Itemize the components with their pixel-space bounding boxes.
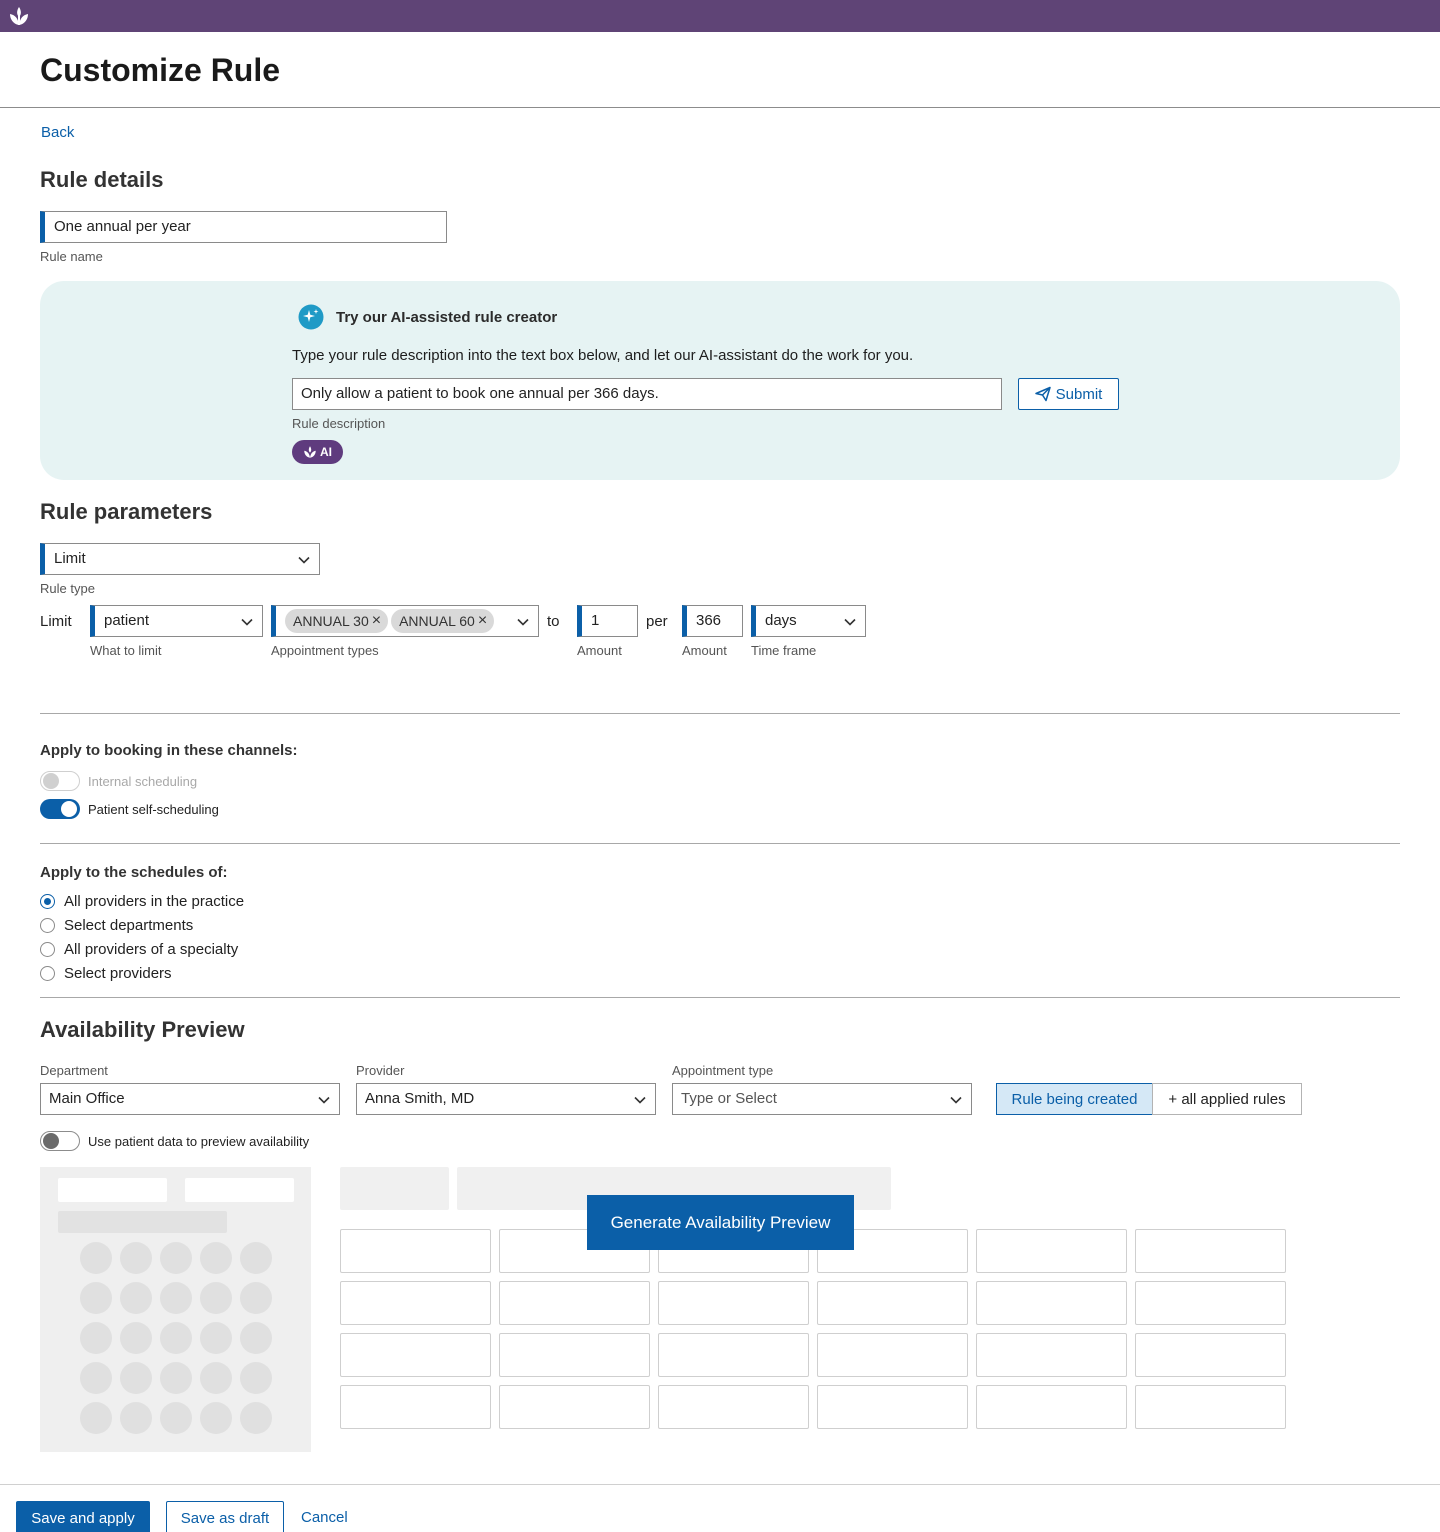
rule-description-input[interactable]: Only allow a patient to book one annual per 366 days. xyxy=(292,378,1002,410)
rule-type-label: Rule type xyxy=(40,581,95,596)
page-title: Customize Rule xyxy=(40,52,281,88)
ai-badge-label: AI xyxy=(320,445,332,459)
appointment-type-label: Appointment type xyxy=(672,1063,774,1078)
title-divider xyxy=(0,107,1440,108)
skeleton-day xyxy=(120,1282,152,1314)
radio-select-departments[interactable] xyxy=(40,917,193,934)
skeleton-slot xyxy=(1135,1281,1286,1325)
rule-name-input[interactable]: One annual per year xyxy=(40,211,447,243)
what-to-limit-select[interactable] xyxy=(90,605,263,637)
appointment-type-chip xyxy=(285,609,388,633)
chevron-down-icon xyxy=(240,615,254,629)
leaf-logo-icon xyxy=(303,445,317,459)
skeleton-slot xyxy=(817,1281,968,1325)
schedules-heading: Apply to the schedules of: xyxy=(40,864,228,881)
rule-name-label: Rule name xyxy=(40,249,103,264)
appointment-type-chip xyxy=(391,609,494,633)
department-select[interactable] xyxy=(40,1083,340,1115)
skeleton-day xyxy=(240,1322,272,1354)
skeleton-slot xyxy=(976,1229,1127,1273)
submit-label: Submit xyxy=(1055,385,1103,403)
save-as-draft-button[interactable]: Save as draft xyxy=(166,1501,284,1532)
availability-preview-heading: Availability Preview xyxy=(40,1017,245,1042)
ai-assistant-description: Type your rule description into the text box below, and let our AI-assistant do the work for you. xyxy=(292,347,914,364)
send-icon xyxy=(1035,386,1051,402)
appointment-type-placeholder: Type or Select xyxy=(681,1090,777,1107)
radio-specialty[interactable] xyxy=(40,941,238,958)
skeleton-day xyxy=(200,1362,232,1394)
skeleton-slot xyxy=(976,1385,1127,1429)
radio-label: Select providers xyxy=(64,965,172,982)
skeleton-day xyxy=(160,1242,192,1274)
radio-label: Select departments xyxy=(64,917,194,934)
radio-label: All providers in the practice xyxy=(64,893,245,910)
period-amount-label: Amount xyxy=(682,643,727,658)
provider-value: Anna Smith, MD xyxy=(365,1090,475,1107)
radio-button[interactable] xyxy=(40,966,55,981)
skeleton-slot xyxy=(1135,1385,1286,1429)
amount-input[interactable]: 1 xyxy=(577,605,638,637)
skeleton-slot xyxy=(340,1229,491,1273)
skeleton-slot xyxy=(817,1333,968,1377)
skeleton-block xyxy=(340,1167,449,1210)
skeleton-block xyxy=(185,1178,294,1202)
skeleton-slot xyxy=(340,1333,491,1377)
patient-data-toggle[interactable] xyxy=(40,1131,80,1151)
chevron-down-icon xyxy=(516,615,530,629)
sparkle-icon xyxy=(298,304,324,330)
internal-scheduling-label: Internal scheduling xyxy=(88,774,198,789)
skeleton-day xyxy=(120,1322,152,1354)
skeleton-day xyxy=(160,1402,192,1434)
provider-select[interactable] xyxy=(356,1083,656,1115)
ai-assistant-title: Try our AI-assisted rule creator xyxy=(336,309,558,326)
calendar-placeholder xyxy=(40,1167,311,1452)
skeleton-day xyxy=(80,1282,112,1314)
toggle-knob xyxy=(43,773,59,789)
time-frame-label: Time frame xyxy=(751,643,817,658)
toggle-knob xyxy=(61,801,77,817)
top-bar xyxy=(0,0,1440,32)
skeleton-day xyxy=(160,1322,192,1354)
leaf-logo-icon[interactable] xyxy=(8,5,30,27)
time-frame-select[interactable] xyxy=(751,605,866,637)
to-word: to xyxy=(547,613,560,630)
skeleton-slot xyxy=(658,1281,809,1325)
chip-label: ANNUAL 60 xyxy=(399,613,475,630)
skeleton-slot xyxy=(499,1333,650,1377)
chevron-down-icon xyxy=(949,1093,963,1107)
back-link[interactable]: Back xyxy=(41,124,75,141)
patient-self-scheduling-label: Patient self-scheduling xyxy=(88,802,219,817)
what-to-limit-label: What to limit xyxy=(90,643,162,658)
rule-type-select[interactable] xyxy=(40,543,320,575)
skeleton-day xyxy=(80,1402,112,1434)
rule-details-heading: Rule details xyxy=(40,167,164,192)
patient-self-scheduling-toggle[interactable] xyxy=(40,799,80,819)
all-applied-rules-toggle[interactable]: + all applied rules xyxy=(1152,1083,1302,1115)
skeleton-day xyxy=(120,1402,152,1434)
skeleton-slot xyxy=(499,1281,650,1325)
skeleton-slot xyxy=(499,1385,650,1429)
skeleton-slot xyxy=(658,1385,809,1429)
ai-badge xyxy=(292,440,343,464)
radio-button[interactable] xyxy=(40,894,55,909)
limit-word: Limit xyxy=(40,613,72,630)
section-divider xyxy=(40,997,1400,998)
skeleton-slot xyxy=(340,1281,491,1325)
skeleton-block xyxy=(58,1211,227,1233)
submit-button[interactable] xyxy=(1018,378,1119,410)
skeleton-day xyxy=(240,1242,272,1274)
skeleton-day xyxy=(120,1242,152,1274)
footer-divider xyxy=(0,1484,1440,1485)
department-label: Department xyxy=(40,1063,108,1078)
skeleton-day xyxy=(240,1282,272,1314)
cancel-link[interactable]: Cancel xyxy=(301,1509,348,1526)
rule-type-value: Limit xyxy=(54,550,86,567)
radio-all-providers[interactable] xyxy=(40,893,244,910)
chevron-down-icon xyxy=(843,615,857,629)
per-word: per xyxy=(646,613,668,630)
skeleton-slot xyxy=(1135,1333,1286,1377)
skeleton-slot xyxy=(1135,1229,1286,1273)
rule-parameters-heading: Rule parameters xyxy=(40,499,213,524)
skeleton-slot xyxy=(817,1385,968,1429)
period-amount-input[interactable]: 366 xyxy=(682,605,743,637)
chip-label: ANNUAL 30 xyxy=(293,613,369,630)
what-to-limit-value: patient xyxy=(104,612,150,629)
radio-button[interactable] xyxy=(40,918,55,933)
chevron-down-icon xyxy=(633,1093,647,1107)
close-icon[interactable]: × xyxy=(477,612,488,630)
appointment-types-label: Appointment types xyxy=(271,643,379,658)
close-icon[interactable]: × xyxy=(371,612,382,630)
channels-heading: Apply to booking in these channels: xyxy=(40,742,298,759)
radio-select-providers[interactable] xyxy=(40,965,172,982)
section-divider xyxy=(40,843,1400,844)
rule-description-label: Rule description xyxy=(292,416,386,431)
skeleton-day xyxy=(120,1362,152,1394)
patient-data-toggle-label: Use patient data to preview availability xyxy=(88,1134,310,1149)
skeleton-block xyxy=(58,1178,167,1202)
skeleton-slot xyxy=(976,1281,1127,1325)
appointment-types-multiselect[interactable] xyxy=(271,605,539,637)
save-and-apply-button[interactable]: Save and apply xyxy=(16,1501,150,1532)
skeleton-day xyxy=(200,1242,232,1274)
time-frame-value: days xyxy=(765,612,797,629)
skeleton-slot xyxy=(340,1385,491,1429)
chevron-down-icon xyxy=(297,553,311,567)
skeleton-day xyxy=(160,1362,192,1394)
skeleton-slot xyxy=(658,1333,809,1377)
internal-scheduling-toggle[interactable] xyxy=(40,771,80,791)
department-value: Main Office xyxy=(49,1090,125,1107)
skeleton-day xyxy=(80,1362,112,1394)
rule-being-created-toggle[interactable]: Rule being created xyxy=(996,1083,1153,1115)
skeleton-day xyxy=(80,1322,112,1354)
section-divider xyxy=(40,713,1400,714)
radio-label: All providers of a specialty xyxy=(64,941,239,958)
generate-availability-preview-button[interactable]: Generate Availability Preview xyxy=(587,1195,854,1250)
skeleton-day xyxy=(240,1402,272,1434)
chevron-down-icon xyxy=(317,1093,331,1107)
skeleton-day xyxy=(80,1242,112,1274)
skeleton-day xyxy=(160,1282,192,1314)
provider-label: Provider xyxy=(356,1063,405,1078)
skeleton-slot xyxy=(976,1333,1127,1377)
skeleton-day xyxy=(200,1322,232,1354)
radio-button[interactable] xyxy=(40,942,55,957)
amount-label: Amount xyxy=(577,643,622,658)
skeleton-day xyxy=(200,1402,232,1434)
appointment-type-select[interactable] xyxy=(672,1083,972,1115)
skeleton-day xyxy=(240,1362,272,1394)
toggle-knob xyxy=(43,1133,59,1149)
skeleton-day xyxy=(200,1282,232,1314)
